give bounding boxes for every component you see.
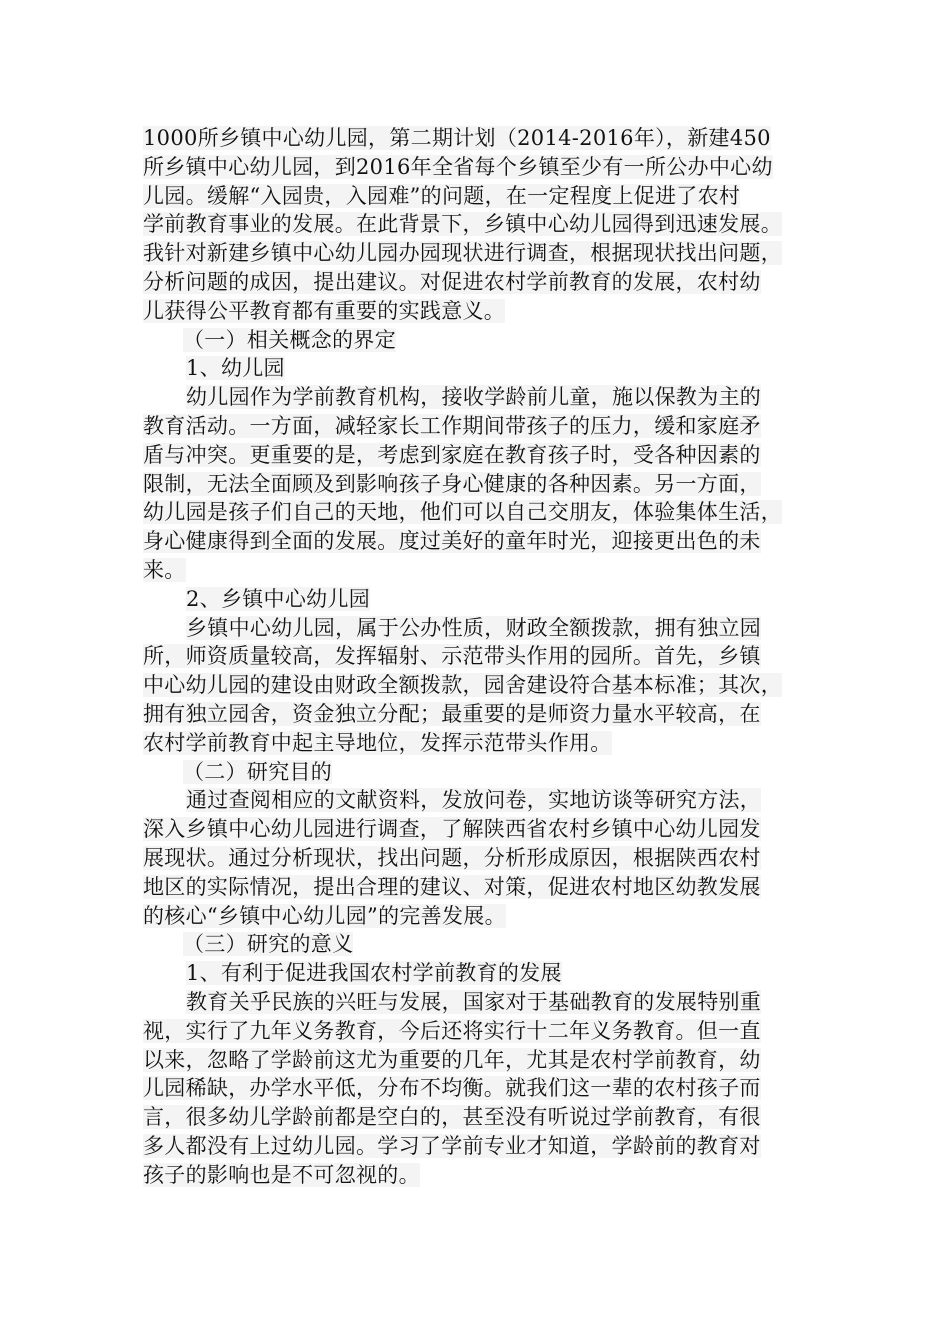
- text-line: [143, 959, 815, 988]
- line-text: 儿获得公平教育都有重要的实践意义。: [143, 298, 506, 323]
- text-line: [143, 700, 815, 729]
- text-line: [143, 642, 815, 671]
- text-line: [143, 1046, 815, 1075]
- line-text: 言，很多幼儿学龄前都是空白的，甚至没有听说过学前教育，有很: [143, 1105, 761, 1130]
- line-text: 2、乡镇中心幼儿园: [186, 586, 371, 611]
- text-line: [143, 729, 815, 758]
- text-line: [143, 297, 815, 326]
- text-line: [143, 470, 815, 499]
- line-text: 我针对新建乡镇中心幼儿园办园现状进行调查，根据现状找出问题，: [143, 241, 782, 266]
- line-text: 展现状。通过分析现状，找出问题，分析形成原因，根据陕西农村: [143, 845, 761, 870]
- text-line: [143, 786, 815, 815]
- text-line: [143, 498, 815, 527]
- text-line: [143, 844, 815, 873]
- line-text: 1、幼儿园: [186, 356, 285, 381]
- line-text: （一）相关概念的界定: [183, 327, 396, 352]
- text-line: [143, 815, 815, 844]
- line-text: 限制，无法全面顾及到影响孩子身心健康的各种因素。另一方面，: [143, 471, 761, 496]
- text-line: [143, 412, 815, 441]
- line-text: 分析问题的成因，提出建议。对促进农村学前教育的发展，农村幼: [143, 269, 761, 294]
- line-text: 身心健康得到全面的发展。度过美好的童年时光，迎接更出色的未: [143, 529, 761, 554]
- line-text: 拥有独立园舍，资金独立分配；最重要的是师资力量水平较高，在: [143, 701, 761, 726]
- text-line: [143, 1161, 815, 1190]
- text-line: [143, 1017, 815, 1046]
- line-text: （二）研究目的: [183, 759, 333, 784]
- line-text: 儿园。缓解“入园贵，入园难”的问题，在一定程度上促进了农村: [143, 183, 741, 208]
- text-line: [143, 383, 815, 412]
- line-text: 多人都没有上过幼儿园。学习了学前专业才知道，学龄前的教育对: [143, 1133, 761, 1158]
- text-line: [143, 124, 815, 153]
- text-line: [143, 441, 815, 470]
- text-line: [143, 614, 815, 643]
- line-text: 所，师资质量较高，发挥辐射、示范带头作用的园所。首先，乡镇: [143, 644, 761, 669]
- line-text: 1000所乡镇中心幼儿园，第二期计划（2014-2016年），新建450: [143, 126, 771, 150]
- document-page: [143, 124, 815, 1189]
- line-text: 儿园稀缺，办学水平低，分布不均衡。就我们这一辈的农村孩子而: [143, 1076, 761, 1101]
- line-text: 深入乡镇中心幼儿园进行调查，了解陕西省农村乡镇中心幼儿园发: [143, 817, 761, 842]
- text-line: [143, 1103, 815, 1132]
- text-line: [143, 153, 815, 182]
- text-line: [143, 902, 815, 931]
- line-text: 通过查阅相应的文献资料，发放问卷，实地访谈等研究方法，: [186, 788, 762, 813]
- line-text: 教育关乎民族的兴旺与发展，国家对于基础教育的发展特别重: [186, 989, 762, 1014]
- line-text: 乡镇中心幼儿园，属于公办性质，财政全额拨款，拥有独立园: [186, 615, 762, 640]
- section-heading: [143, 326, 815, 355]
- line-text: 中心幼儿园的建设由财政全额拨款，园舍建设符合基本标准；其次，: [143, 673, 782, 698]
- line-text: 来。: [143, 557, 186, 582]
- text-line: [143, 182, 815, 211]
- document-body: [143, 124, 815, 1189]
- text-line: [143, 873, 815, 902]
- line-text: 农村学前教育中起主导地位，发挥示范带头作用。: [143, 730, 612, 755]
- text-line: [143, 210, 815, 239]
- line-text: 视，实行了九年义务教育，今后还将实行十二年义务教育。但一直: [143, 1018, 761, 1043]
- text-line: [143, 988, 815, 1017]
- text-line: [143, 354, 815, 383]
- line-text: 的核心“乡镇中心幼儿园”的完善发展。: [143, 903, 506, 928]
- line-text: 以来，忽略了学龄前这尤为重要的几年，尤其是农村学前教育，幼: [143, 1047, 761, 1072]
- text-line: [143, 671, 815, 700]
- text-line: [143, 527, 815, 556]
- line-text: 孩子的影响也是不可忽视的。: [143, 1162, 420, 1187]
- line-text: 幼儿园是孩子们自己的天地，他们可以自己交朋友，体验集体生活，: [143, 500, 782, 525]
- section-heading: [143, 930, 815, 959]
- line-text: 盾与冲突。更重要的是，考虑到家庭在教育孩子时，受各种因素的: [143, 442, 761, 467]
- line-text: 学前教育事业的发展。在此背景下，乡镇中心幼儿园得到迅速发展。: [143, 212, 782, 237]
- line-text: 1、有利于促进我国农村学前教育的发展: [186, 961, 562, 986]
- line-text: 所乡镇中心幼儿园，到2016年全省每个乡镇至少有一所公办中心幼: [143, 154, 773, 179]
- line-text: 地区的实际情况，提出合理的建议、对策，促进农村地区幼教发展: [143, 874, 761, 899]
- section-heading: [143, 758, 815, 787]
- line-text: （三）研究的意义: [183, 932, 354, 957]
- text-line: [143, 585, 815, 614]
- text-line: [143, 268, 815, 297]
- text-line: [143, 239, 815, 268]
- text-line: [143, 556, 815, 585]
- text-line: [143, 1132, 815, 1161]
- line-text: 教育活动。一方面，减轻家长工作期间带孩子的压力，缓和家庭矛: [143, 413, 761, 438]
- text-line: [143, 1074, 815, 1103]
- line-text: 幼儿园作为学前教育机构，接收学龄前儿童，施以保教为主的: [186, 385, 762, 410]
